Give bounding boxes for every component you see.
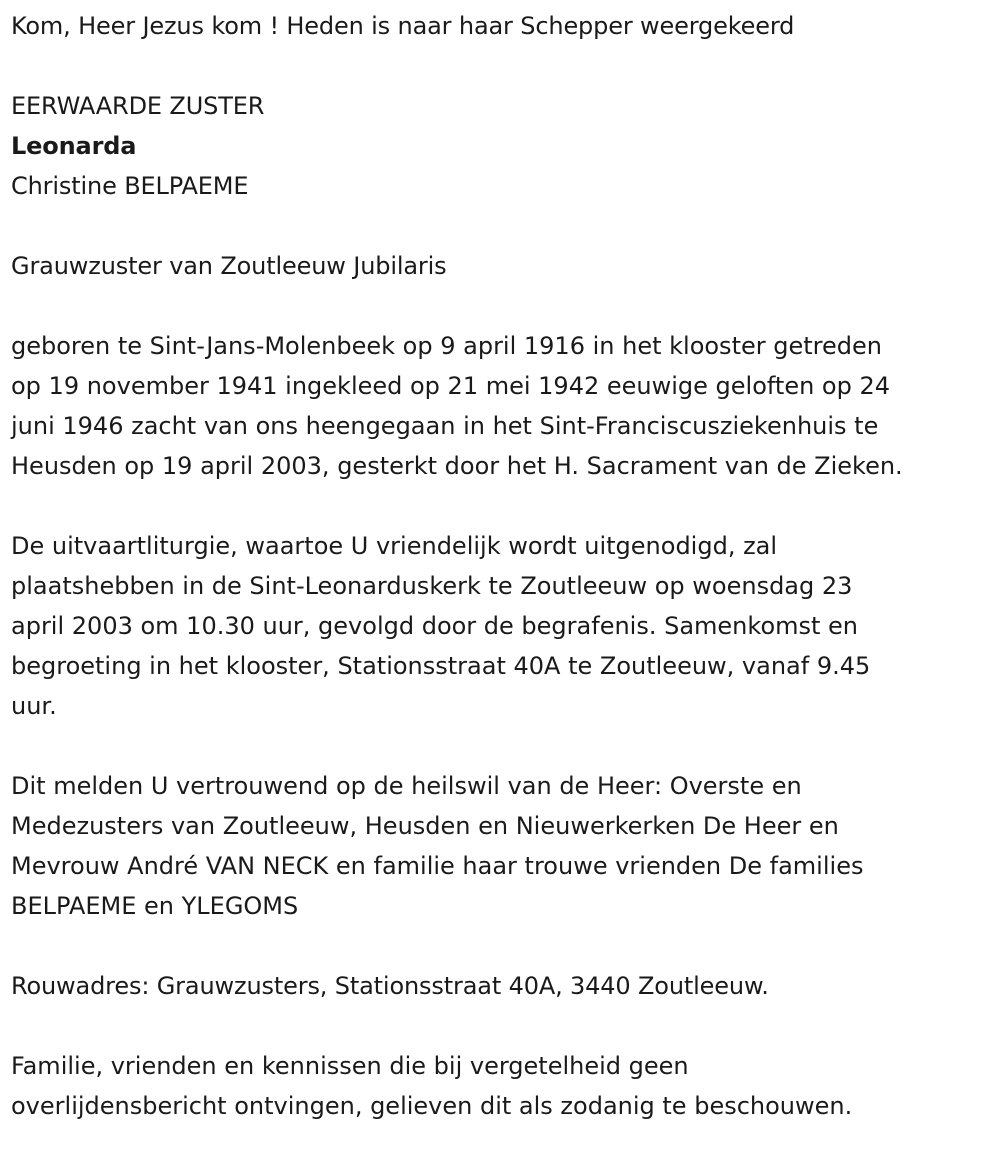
announcers-line: Mevrouw André VAN NECK en familie haar trouwe vrienden De families bbox=[11, 852, 864, 880]
address-line: Rouwadres: Grauwzusters, Stationsstraat 40A, 3440 Zoutleeuw. bbox=[11, 972, 769, 1000]
funeral-line: De uitvaartliturgie, waartoe U vriendelijk wordt uitgenodigd, zal bbox=[11, 532, 778, 560]
religious-name: Leonarda bbox=[11, 132, 137, 160]
spacer bbox=[11, 486, 990, 526]
closing-paragraph bbox=[11, 1046, 990, 1126]
biography-line: op 19 november 1941 ingekleed op 21 mei 1942 eeuwige geloften op 24 bbox=[11, 372, 891, 400]
spacer bbox=[11, 926, 990, 966]
order-line: Grauwzuster van Zoutleeuw Jubilaris bbox=[11, 252, 447, 280]
closing-line: Familie, vrienden en kennissen die bij vergetelheid geen bbox=[11, 1052, 689, 1080]
funeral-line: plaatshebben in de Sint-Leonarduskerk te Zoutleeuw op woensdag 23 bbox=[11, 572, 853, 600]
biography-paragraph bbox=[11, 326, 990, 486]
announcers-line: Dit melden U vertrouwend op de heilswil van de Heer: Overste en bbox=[11, 772, 802, 800]
spacer bbox=[11, 206, 990, 246]
announcers-line: Medezusters van Zoutleeuw, Heusden en Nieuwerkerken De Heer en bbox=[11, 812, 839, 840]
spacer bbox=[11, 46, 990, 86]
intro-line: Kom, Heer Jezus kom ! Heden is naar haar Schepper weergekeerd bbox=[11, 12, 795, 40]
spacer bbox=[11, 286, 990, 326]
biography-line: Heusden op 19 april 2003, gesterkt door het H. Sacrament van de Zieken. bbox=[11, 452, 903, 480]
funeral-line: uur. bbox=[11, 692, 57, 720]
funeral-line: begroeting in het klooster, Stationsstraat 40A te Zoutleeuw, vanaf 9.45 bbox=[11, 652, 871, 680]
closing-line: overlijdensbericht ontvingen, gelieven dit als zodanig te beschouwen. bbox=[11, 1092, 853, 1120]
title-line: EERWAARDE ZUSTER bbox=[11, 92, 265, 120]
announcers-line: BELPAEME en YLEGOMS bbox=[11, 892, 299, 920]
biography-line: juni 1946 zacht van ons heengegaan in het Sint-Franciscusziekenhuis te bbox=[11, 412, 879, 440]
funeral-line: april 2003 om 10.30 uur, gevolgd door de begrafenis. Samenkomst en bbox=[11, 612, 859, 640]
biography-line: geboren te Sint-Jans-Molenbeek op 9 april 1916 in het klooster getreden bbox=[11, 332, 882, 360]
announcers-paragraph bbox=[11, 766, 990, 926]
funeral-paragraph bbox=[11, 526, 990, 726]
spacer bbox=[11, 726, 990, 766]
civil-name: Christine BELPAEME bbox=[11, 172, 249, 200]
spacer bbox=[11, 1006, 990, 1046]
